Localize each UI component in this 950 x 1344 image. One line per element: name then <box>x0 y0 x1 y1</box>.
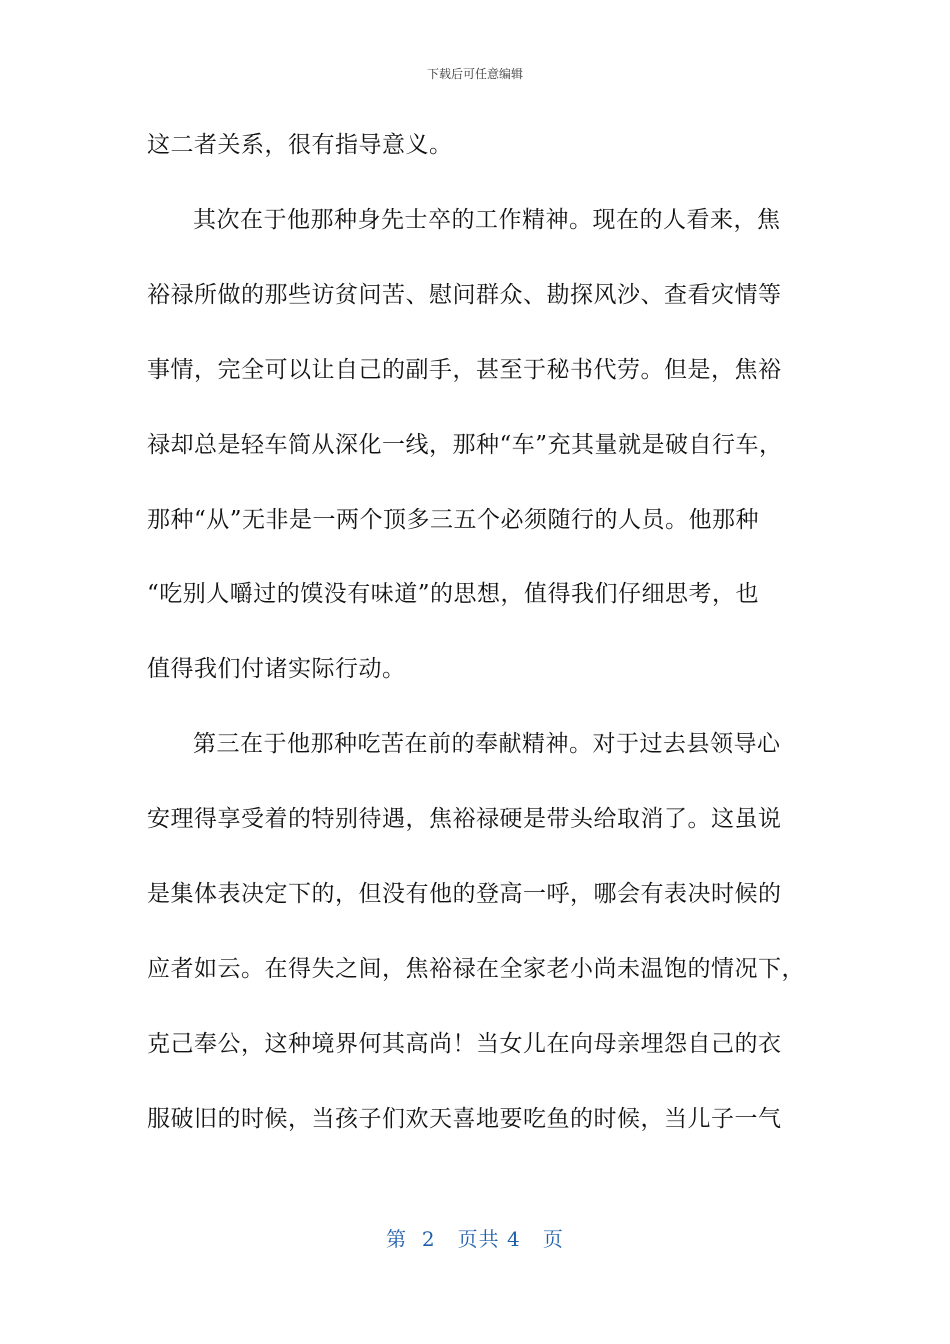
paragraph-line: 其次在于他那种身先士卒的工作精神。现在的人看来，焦 <box>193 207 781 233</box>
paragraph-line: 禄却总是轻车简从深化一线，那种“车”充其量就是破自行车， <box>147 432 783 458</box>
paragraph-line: 克己奉公，这种境界何其高尚！当女儿在向母亲埋怨自己的衣 <box>147 1031 782 1057</box>
paragraph-line: 安理得享受着的特别待遇，焦裕禄硬是带头给取消了。这虽说 <box>147 806 782 832</box>
footer-middle: 页共 <box>457 1227 500 1251</box>
paragraph-line: 事情，完全可以让自己的副手，甚至于秘书代劳。但是，焦裕 <box>147 357 782 383</box>
paragraph-line: 服破旧的时候，当孩子们欢天喜地要吃鱼的时候，当儿子一气 <box>147 1106 782 1132</box>
footer-page-number: 2 <box>421 1227 436 1251</box>
paragraph-line: 那种“从”无非是一两个顶多三五个必须随行的人员。他那种 <box>147 507 760 533</box>
footer-suffix: 页 <box>542 1227 564 1251</box>
paragraph-line: 裕禄所做的那些访贫问苦、慰问群众、勘探风沙、查看灾情等 <box>147 282 782 308</box>
page-header: 下载后可任意编辑 <box>426 67 523 81</box>
paragraph-line: “吃别人嚼过的馍没有味道”的思想，值得我们仔细思考，也 <box>147 581 760 607</box>
paragraph-line: 值得我们付诸实际行动。 <box>147 656 406 682</box>
footer-total-pages: 4 <box>507 1227 521 1251</box>
paragraph-line: 这二者关系，很有指导意义。 <box>147 132 453 158</box>
paragraph-line: 第三在于他那种吃苦在前的奉献精神。对于过去县领导心 <box>193 731 781 757</box>
paragraph-line: 应者如云。在得失之间，焦裕禄在全家老小尚未温饱的情况下， <box>147 956 805 982</box>
paragraph-line: 是集体表决定下的，但没有他的登高一呼，哪会有表决时候的 <box>147 881 782 907</box>
page-footer <box>0 1226 950 1252</box>
footer-prefix: 第 <box>386 1227 408 1251</box>
